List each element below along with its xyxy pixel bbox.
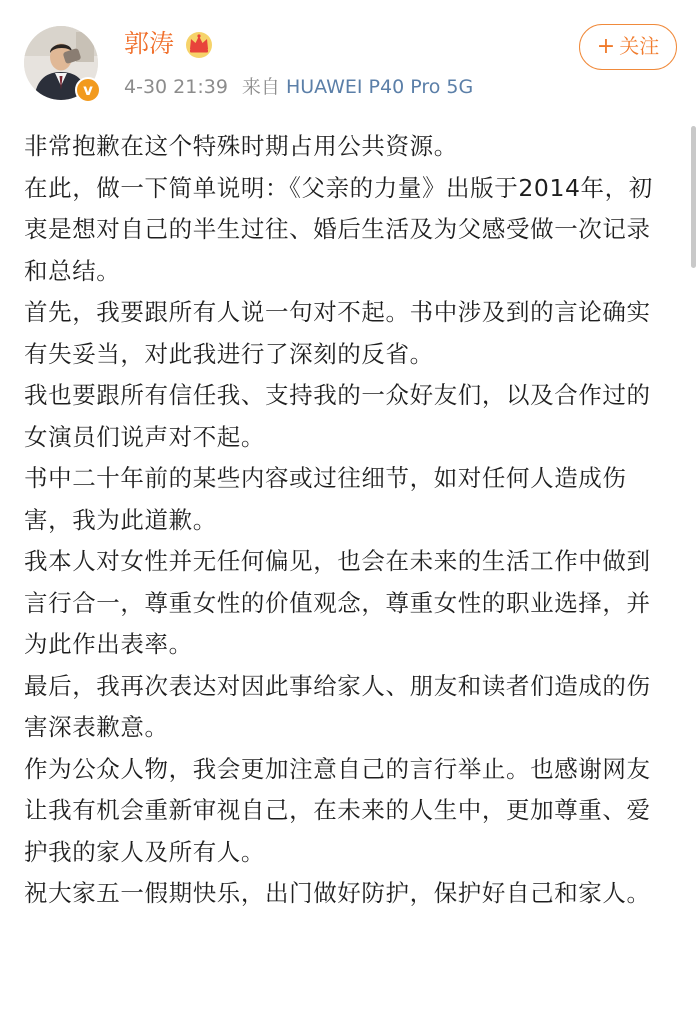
post-paragraph: 首先，我要跟所有人说一句对不起。书中涉及到的言论确实有失妥当，对此我进行了深刻的反省。	[24, 298, 651, 368]
plus-icon: +	[596, 34, 616, 59]
post-paragraph: 最后，我再次表达对因此事给家人、朋友和读者们造成的伤害深表歉意。	[24, 671, 651, 741]
post-paragraph: 我也要跟所有信任我、支持我的一众好友们，以及合作过的女演员们说声对不起。	[24, 381, 651, 451]
crown-icon[interactable]	[184, 30, 214, 58]
post-time: 4-30 21:39	[124, 76, 228, 98]
post-content	[24, 126, 674, 915]
post-paragraph: 我本人对女性并无任何偏见，也会在未来的生活工作中做到言行合一，尊重女性的价值观念，尊重女性的职业选择，并为此作出表率。	[24, 547, 651, 658]
scrollbar[interactable]	[691, 126, 696, 268]
follow-button-label: 关注	[619, 34, 660, 58]
post-header	[0, 0, 700, 120]
post-paragraph: 非常抱歉在这个特殊时期占用公共资源。	[24, 132, 458, 160]
follow-button[interactable]	[579, 24, 677, 70]
post-paragraph: 书中二十年前的某些内容或过往细节，如对任何人造成伤害，我为此道歉。	[24, 464, 627, 534]
verified-icon: v	[75, 77, 101, 103]
post-paragraph: 祝大家五一假期快乐，出门做好防护，保护好自己和家人。	[24, 879, 651, 907]
source-device[interactable]: HUAWEI P40 Pro 5G	[285, 76, 474, 98]
source-label: 来自	[241, 76, 280, 98]
post-meta	[124, 74, 473, 100]
user-name[interactable]: 郭涛	[124, 29, 175, 58]
post-paragraph: 在此，做一下简单说明：《父亲的力量》出版于2014年，初衷是想对自己的半生过往、婚后生活及为父感受做一次记录和总结。	[24, 173, 653, 285]
post-paragraph: 作为公众人物，我会更加注意自己的言行举止。也感谢网友让我有机会重新审视自己，在未来的人生中，更加尊重、爱护我的家人及所有人。	[24, 754, 651, 866]
